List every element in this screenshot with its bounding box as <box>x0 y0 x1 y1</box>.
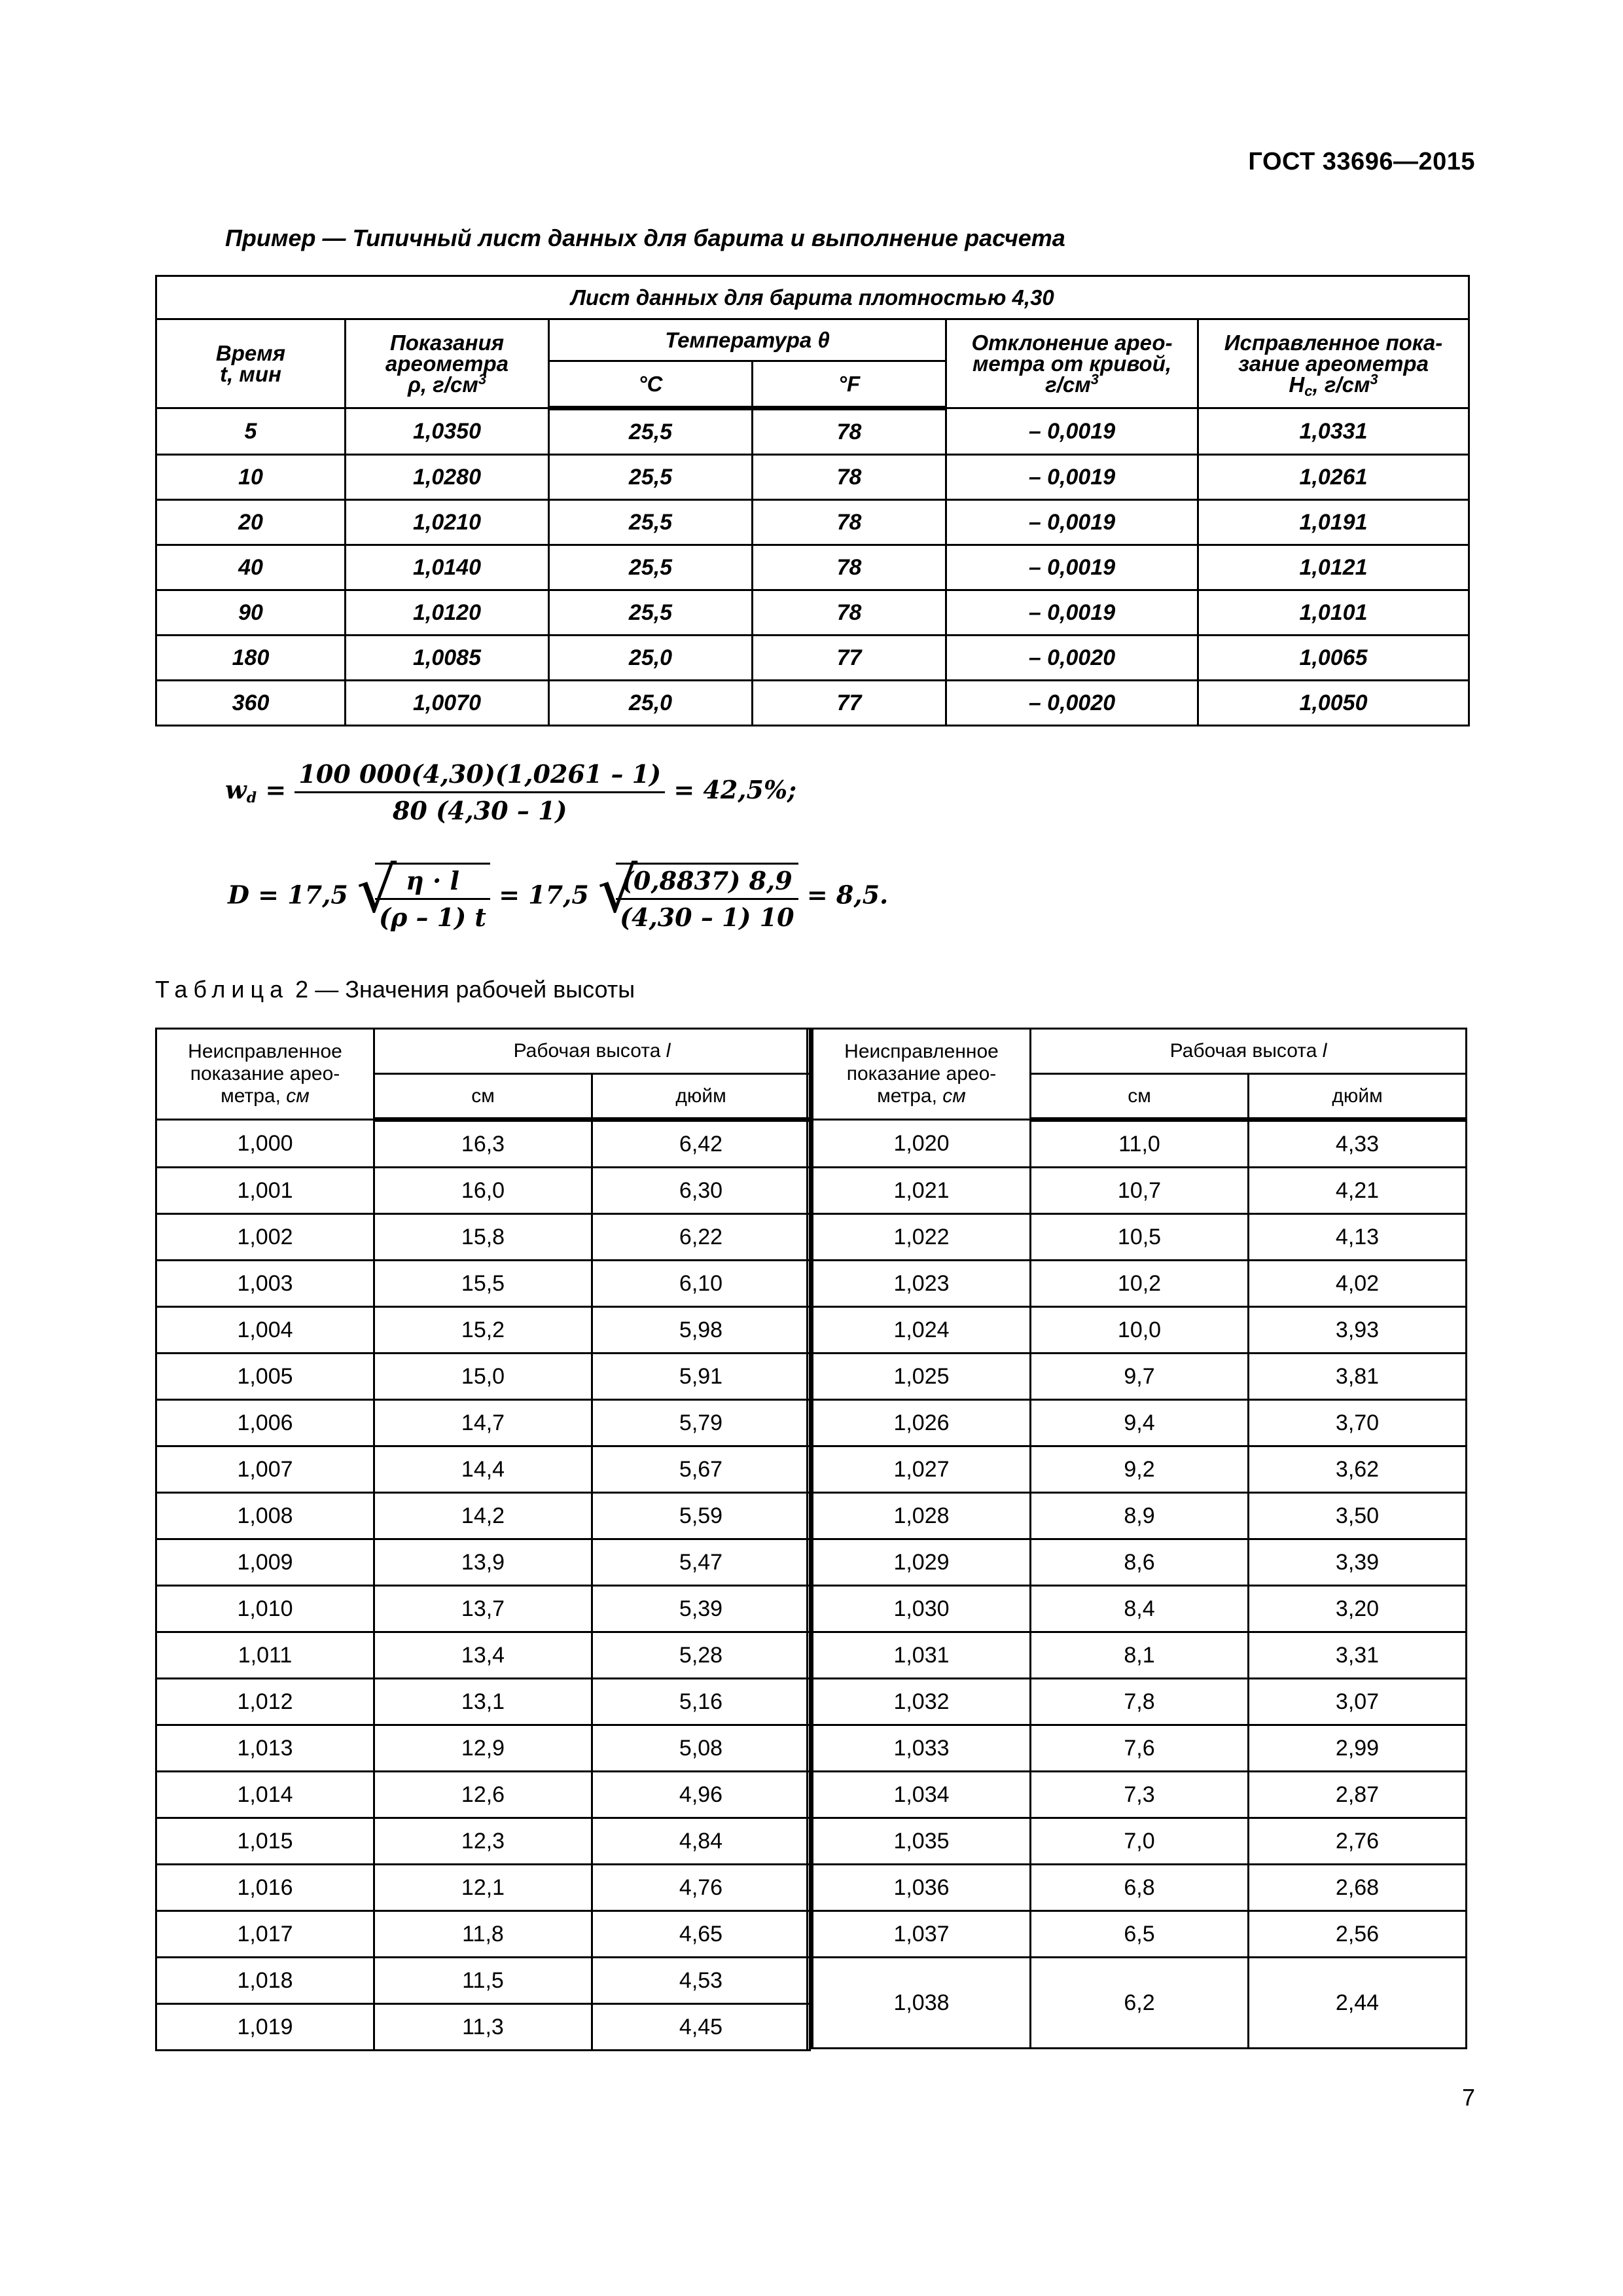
table-row <box>813 1958 1467 2049</box>
table-cell: 7,0 <box>1031 1818 1249 1865</box>
col-working-height-header: Рабочая высота l <box>1031 1029 1467 1074</box>
table-row <box>156 1307 810 1354</box>
page-number: 7 <box>1461 2084 1475 2111</box>
table-cell: 3,39 <box>1249 1539 1467 1586</box>
col-cm-header: см <box>1031 1074 1249 1120</box>
table-cell: 1,0261 <box>1198 455 1469 500</box>
table-cell: – 0,0019 <box>946 590 1198 636</box>
table-row <box>813 1772 1467 1818</box>
table-cell: 1,025 <box>813 1354 1031 1400</box>
table-cell: 1,0140 <box>346 545 549 590</box>
table-cell: 10,5 <box>1031 1214 1249 1261</box>
col-reading-header: Показания ареометра ρ, $г/см^3$ <box>346 319 549 408</box>
table-cell: 8,9 <box>1031 1493 1249 1539</box>
table-row <box>813 1214 1467 1261</box>
table-cell: 3,07 <box>1249 1679 1467 1725</box>
diameter-formula: D = 17,5 √ $\frac{\eta \cdot l}{(\rho - 1) t}$ = 17,5 √ $\frac{(0,8837) 8,9}{(4,30 - 1) 10}$ = 8,5. <box>228 853 889 932</box>
table-cell: 360 <box>156 681 346 726</box>
table-cell: 1,0280 <box>346 455 549 500</box>
table-cell: 1,029 <box>813 1539 1031 1586</box>
table-cell: 12,3 <box>374 1818 592 1865</box>
table-cell: 1,020 <box>813 1120 1031 1168</box>
table-row <box>156 1818 810 1865</box>
table-cell: 1,019 <box>156 2004 374 2051</box>
table-row <box>813 1818 1467 1865</box>
table-row <box>156 1586 810 1632</box>
table-row <box>156 636 1469 681</box>
table-cell: 12,6 <box>374 1772 592 1818</box>
col-deviation-header: Отклонение арео- метра от кривой, $г/см^3$ <box>946 319 1198 408</box>
table-cell: 10 <box>156 455 346 500</box>
table-cell: 1,0191 <box>1198 500 1469 545</box>
table-cell: 15,5 <box>374 1261 592 1307</box>
table-cell: 1,026 <box>813 1400 1031 1446</box>
table-row <box>156 1958 810 2004</box>
table-cell: 25,5 <box>549 545 753 590</box>
table-row <box>156 408 1469 455</box>
table-cell: – 0,0019 <box>946 455 1198 500</box>
table-row <box>156 2004 810 2051</box>
table-cell: 15,2 <box>374 1307 592 1354</box>
table-cell: 78 <box>753 500 946 545</box>
table-cell: 1,0085 <box>346 636 549 681</box>
table-cell: 3,81 <box>1249 1354 1467 1400</box>
table-row <box>813 1120 1467 1168</box>
table-cell: 2,99 <box>1249 1725 1467 1772</box>
col-corrected-header: Исправленное пока- зание ареометра $H_c$, $г/см^3$ <box>1198 319 1469 408</box>
table-cell: 1,030 <box>813 1586 1031 1632</box>
col-time-header: Время t, мин <box>156 319 346 408</box>
table-row <box>156 1539 810 1586</box>
table-cell: 1,024 <box>813 1307 1031 1354</box>
table-cell: 4,33 <box>1249 1120 1467 1168</box>
col-working-height-header: Рабочая высота l <box>374 1029 810 1074</box>
table-row <box>156 500 1469 545</box>
table-cell: 1,005 <box>156 1354 374 1400</box>
table-cell: 4,13 <box>1249 1214 1467 1261</box>
table-cell: 8,1 <box>1031 1632 1249 1679</box>
table-cell: 1,010 <box>156 1586 374 1632</box>
table-cell: 78 <box>753 590 946 636</box>
table-cell: 13,7 <box>374 1586 592 1632</box>
table-cell: 5,08 <box>592 1725 810 1772</box>
table-cell: – 0,0019 <box>946 500 1198 545</box>
table-cell: 1,027 <box>813 1446 1031 1493</box>
table-cell: 78 <box>753 545 946 590</box>
col-temp-celsius-header: °С <box>549 361 753 408</box>
table-cell: 3,62 <box>1249 1446 1467 1493</box>
table-row <box>813 1446 1467 1493</box>
table-cell: 1,000 <box>156 1120 374 1168</box>
table-row <box>156 1679 810 1725</box>
table-cell: 10,0 <box>1031 1307 1249 1354</box>
table-cell: 1,002 <box>156 1214 374 1261</box>
table-cell: 16,3 <box>374 1120 592 1168</box>
table-row <box>156 1911 810 1958</box>
table-row <box>813 1400 1467 1446</box>
table-cell: 5,47 <box>592 1539 810 1586</box>
col-inch-header: дюйм <box>592 1074 810 1120</box>
table-row <box>813 1168 1467 1214</box>
table-cell: 7,6 <box>1031 1725 1249 1772</box>
table-cell: 5,39 <box>592 1586 810 1632</box>
table-cell: 15,8 <box>374 1214 592 1261</box>
table-cell: 8,6 <box>1031 1539 1249 1586</box>
table-row <box>156 1400 810 1446</box>
moisture-formula: $w_d$ = $\frac{100 000(4,30)(1,0261 - 1)}{80 (4,30 - 1)}$ = 42,5%; <box>225 759 797 825</box>
table-cell: 9,2 <box>1031 1446 1249 1493</box>
table-cell: 77 <box>753 681 946 726</box>
table-cell: 1,0210 <box>346 500 549 545</box>
table-cell: 1,036 <box>813 1865 1031 1911</box>
table-cell: 1,028 <box>813 1493 1031 1539</box>
table-cell: 1,031 <box>813 1632 1031 1679</box>
table-row <box>813 1865 1467 1911</box>
col-uncorrected-reading-header: Неисправленное показание арео- метра, см <box>813 1029 1031 1120</box>
table-cell: 6,5 <box>1031 1911 1249 1958</box>
table-cell: 25,5 <box>549 455 753 500</box>
table2-caption: Таблица 2 — Значения рабочей высоты <box>155 976 635 1003</box>
table-cell: 1,007 <box>156 1446 374 1493</box>
table-row <box>156 1865 810 1911</box>
table-row <box>156 455 1469 500</box>
table-cell: 14,2 <box>374 1493 592 1539</box>
table-cell: 1,021 <box>813 1168 1031 1214</box>
table-cell: 1,035 <box>813 1818 1031 1865</box>
table-cell: 25,5 <box>549 500 753 545</box>
table-cell: – 0,0019 <box>946 408 1198 455</box>
table-cell: 11,8 <box>374 1911 592 1958</box>
table-cell: 12,1 <box>374 1865 592 1911</box>
table-row <box>813 1911 1467 1958</box>
table-cell: 78 <box>753 455 946 500</box>
table-cell: 4,96 <box>592 1772 810 1818</box>
table-cell: 6,42 <box>592 1120 810 1168</box>
col-temperature-header: Температура θ <box>549 319 946 361</box>
example-caption: Пример — Типичный лист данных для барита и выполнение расчета <box>225 224 1065 251</box>
table-cell: 11,3 <box>374 2004 592 2051</box>
table-cell: 1,003 <box>156 1261 374 1307</box>
table-cell: 1,009 <box>156 1539 374 1586</box>
table-cell: 1,0065 <box>1198 636 1469 681</box>
col-uncorrected-reading-header: Неисправленное показание арео- метра, см <box>156 1029 374 1120</box>
table-row <box>813 1354 1467 1400</box>
table-cell: 90 <box>156 590 346 636</box>
table-cell: 1,038 <box>813 1958 1031 2049</box>
table-cell: 1,037 <box>813 1911 1031 1958</box>
table-row <box>813 1539 1467 1586</box>
table-cell: 5,91 <box>592 1354 810 1400</box>
working-height-table-right <box>812 1028 1467 2049</box>
table-cell: 4,53 <box>592 1958 810 2004</box>
table-row <box>156 1261 810 1307</box>
col-inch-header: дюйм <box>1249 1074 1467 1120</box>
table-cell: 3,93 <box>1249 1307 1467 1354</box>
table-cell: 15,0 <box>374 1354 592 1400</box>
table-cell: 7,3 <box>1031 1772 1249 1818</box>
table-cell: 2,76 <box>1249 1818 1467 1865</box>
table-cell: 13,1 <box>374 1679 592 1725</box>
table-row <box>813 1261 1467 1307</box>
table-cell: 3,31 <box>1249 1632 1467 1679</box>
table-row <box>156 1493 810 1539</box>
table-cell: 1,017 <box>156 1911 374 1958</box>
table-cell: 1,0120 <box>346 590 549 636</box>
table-cell: 1,034 <box>813 1772 1031 1818</box>
table-row <box>156 1772 810 1818</box>
table-cell: 1,004 <box>156 1307 374 1354</box>
table-row <box>156 1725 810 1772</box>
working-height-table-left <box>155 1028 811 2051</box>
table-cell: 13,4 <box>374 1632 592 1679</box>
table-row <box>813 1679 1467 1725</box>
table-cell: 7,8 <box>1031 1679 1249 1725</box>
table-row <box>813 1307 1467 1354</box>
table-cell: 1,0101 <box>1198 590 1469 636</box>
col-temp-fahrenheit-header: °F <box>753 361 946 408</box>
table-cell: 4,45 <box>592 2004 810 2051</box>
table-cell: 5,79 <box>592 1400 810 1446</box>
table-cell: 4,02 <box>1249 1261 1467 1307</box>
table-cell: 2,68 <box>1249 1865 1467 1911</box>
table-cell: 1,006 <box>156 1400 374 1446</box>
table-row <box>813 1725 1467 1772</box>
table-cell: 78 <box>753 408 946 455</box>
table-cell: 6,10 <box>592 1261 810 1307</box>
table-cell: 40 <box>156 545 346 590</box>
col-cm-header: см <box>374 1074 592 1120</box>
table-cell: 5,16 <box>592 1679 810 1725</box>
table-row <box>156 1446 810 1493</box>
table-cell: – 0,0019 <box>946 545 1198 590</box>
table-cell: 1,033 <box>813 1725 1031 1772</box>
table-cell: 1,032 <box>813 1679 1031 1725</box>
table-cell: – 0,0020 <box>946 681 1198 726</box>
table-cell: 12,9 <box>374 1725 592 1772</box>
table-cell: 1,022 <box>813 1214 1031 1261</box>
table-cell: 77 <box>753 636 946 681</box>
table-row <box>813 1632 1467 1679</box>
table-cell: 1,012 <box>156 1679 374 1725</box>
table-row <box>156 1120 810 1168</box>
table-cell: 4,21 <box>1249 1168 1467 1214</box>
table-cell: 1,011 <box>156 1632 374 1679</box>
table-cell: 180 <box>156 636 346 681</box>
table-cell: 6,22 <box>592 1214 810 1261</box>
table-cell: 1,0070 <box>346 681 549 726</box>
table-cell: 1,013 <box>156 1725 374 1772</box>
table-cell: 1,015 <box>156 1818 374 1865</box>
table-cell: 1,0050 <box>1198 681 1469 726</box>
table-cell: 1,0331 <box>1198 408 1469 455</box>
table-cell: 3,50 <box>1249 1493 1467 1539</box>
table-cell: – 0,0020 <box>946 636 1198 681</box>
table-double-divider <box>806 1028 812 2049</box>
table-cell: 1,023 <box>813 1261 1031 1307</box>
table-cell: 6,30 <box>592 1168 810 1214</box>
table-row <box>156 681 1469 726</box>
barite-data-sheet-table <box>155 275 1470 726</box>
table-cell: 5,98 <box>592 1307 810 1354</box>
table-cell: 13,9 <box>374 1539 592 1586</box>
table-cell: 14,4 <box>374 1446 592 1493</box>
table-row <box>813 1586 1467 1632</box>
table-cell: 1,0350 <box>346 408 549 455</box>
table-cell: 4,65 <box>592 1911 810 1958</box>
table-cell: 6,2 <box>1031 1958 1249 2049</box>
table-cell: 5,67 <box>592 1446 810 1493</box>
table1-title: Лист данных для барита плотностью 4,30 <box>156 276 1469 319</box>
table-cell: 11,0 <box>1031 1120 1249 1168</box>
table-cell: 1,018 <box>156 1958 374 2004</box>
table-cell: 9,7 <box>1031 1354 1249 1400</box>
table-cell: 9,4 <box>1031 1400 1249 1446</box>
table-cell: 3,20 <box>1249 1586 1467 1632</box>
table-row <box>156 1168 810 1214</box>
table-cell: 2,87 <box>1249 1772 1467 1818</box>
table-cell: 25,5 <box>549 590 753 636</box>
table-row <box>156 1632 810 1679</box>
table-cell: 3,70 <box>1249 1400 1467 1446</box>
table-cell: 16,0 <box>374 1168 592 1214</box>
table-cell: 25,0 <box>549 636 753 681</box>
table-cell: 10,2 <box>1031 1261 1249 1307</box>
table-cell: 6,8 <box>1031 1865 1249 1911</box>
table-row <box>156 545 1469 590</box>
table-cell: 1,014 <box>156 1772 374 1818</box>
table-row <box>813 1493 1467 1539</box>
table-cell: 4,76 <box>592 1865 810 1911</box>
table-cell: 10,7 <box>1031 1168 1249 1214</box>
table-cell: 4,84 <box>592 1818 810 1865</box>
table-cell: 5,59 <box>592 1493 810 1539</box>
table-cell: 5,28 <box>592 1632 810 1679</box>
table-cell: 1,0121 <box>1198 545 1469 590</box>
table-cell: 2,44 <box>1249 1958 1467 2049</box>
table-cell: 8,4 <box>1031 1586 1249 1632</box>
table-cell: 1,016 <box>156 1865 374 1911</box>
table-cell: 25,5 <box>549 408 753 455</box>
table-cell: 1,001 <box>156 1168 374 1214</box>
document-number: ГОСТ 33696—2015 <box>1248 148 1475 175</box>
table-cell: 11,5 <box>374 1958 592 2004</box>
table-cell: 14,7 <box>374 1400 592 1446</box>
table-row <box>156 1214 810 1261</box>
table-row <box>156 1354 810 1400</box>
table-cell: 5 <box>156 408 346 455</box>
table-row <box>156 590 1469 636</box>
table-cell: 25,0 <box>549 681 753 726</box>
table-cell: 2,56 <box>1249 1911 1467 1958</box>
table-cell: 20 <box>156 500 346 545</box>
table-cell: 1,008 <box>156 1493 374 1539</box>
